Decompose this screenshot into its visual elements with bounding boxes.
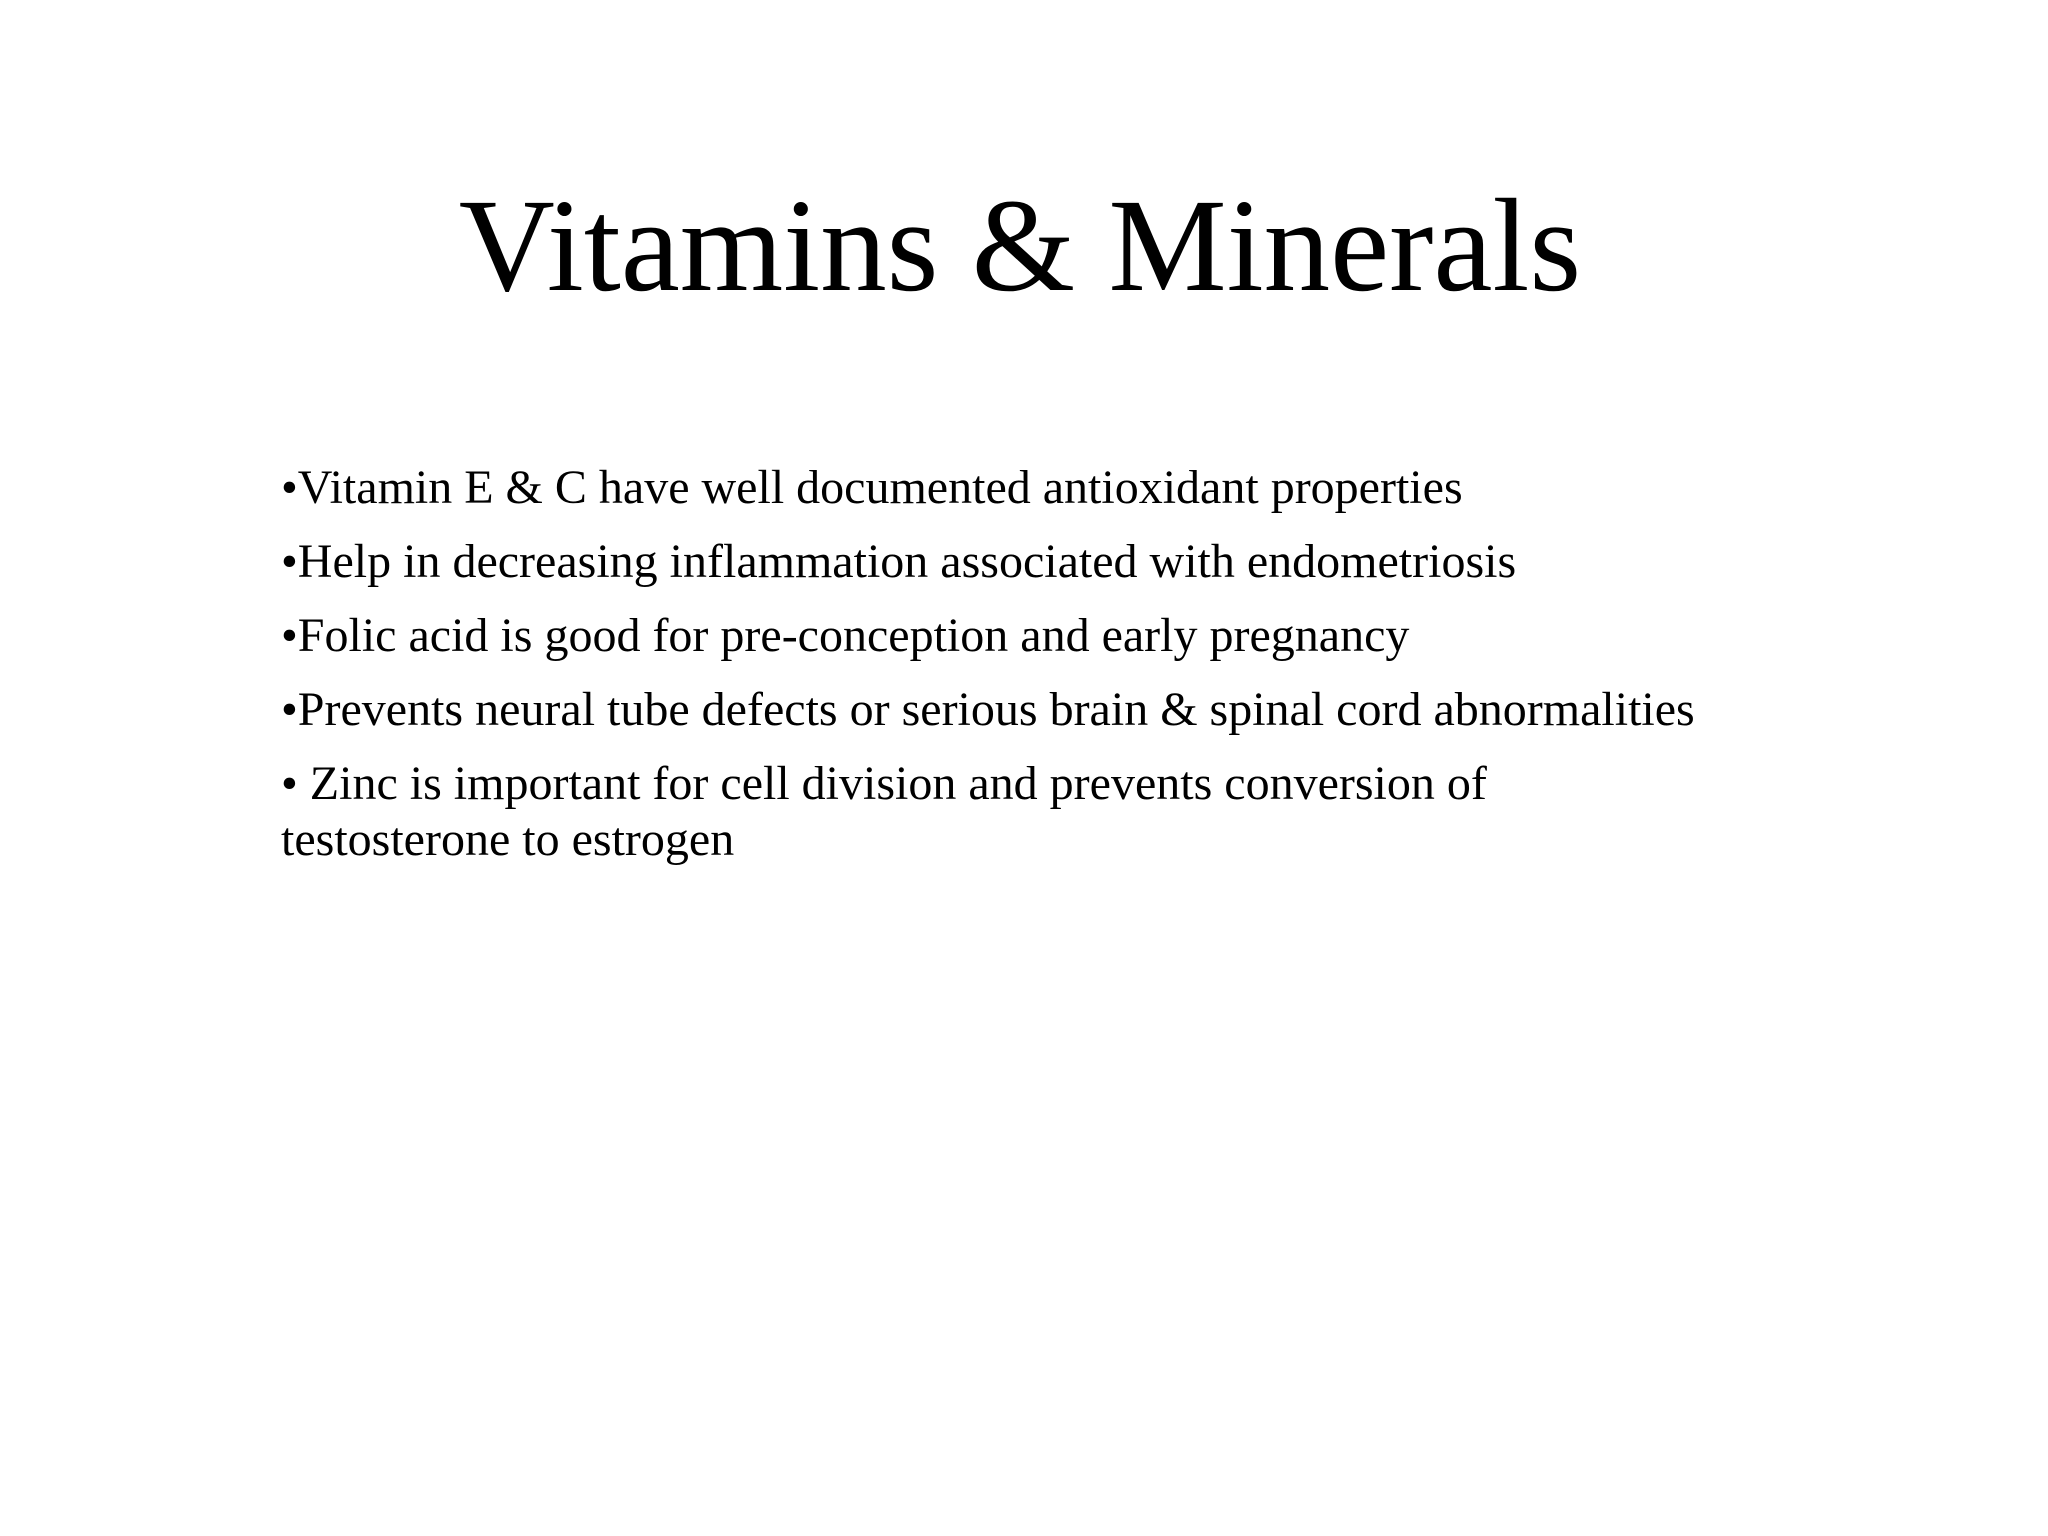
bullet-item: • Zinc is important for cell division and prevents conversion of testosterone to estrogen: [281, 757, 1487, 866]
bullet-item: •Vitamin E & C have well documented antioxidant properties: [281, 461, 1463, 514]
bullet-item: •Help in decreasing inflammation associated with endometriosis: [281, 535, 1517, 588]
slide-title: Vitamins & Minerals: [458, 171, 1582, 319]
bullet-list: [281, 460, 1701, 886]
bullet-item: •Prevents neural tube defects or serious brain & spinal cord abnormalities: [281, 683, 1695, 736]
bullet-item: •Folic acid is good for pre-conception and early pregnancy: [281, 609, 1410, 662]
